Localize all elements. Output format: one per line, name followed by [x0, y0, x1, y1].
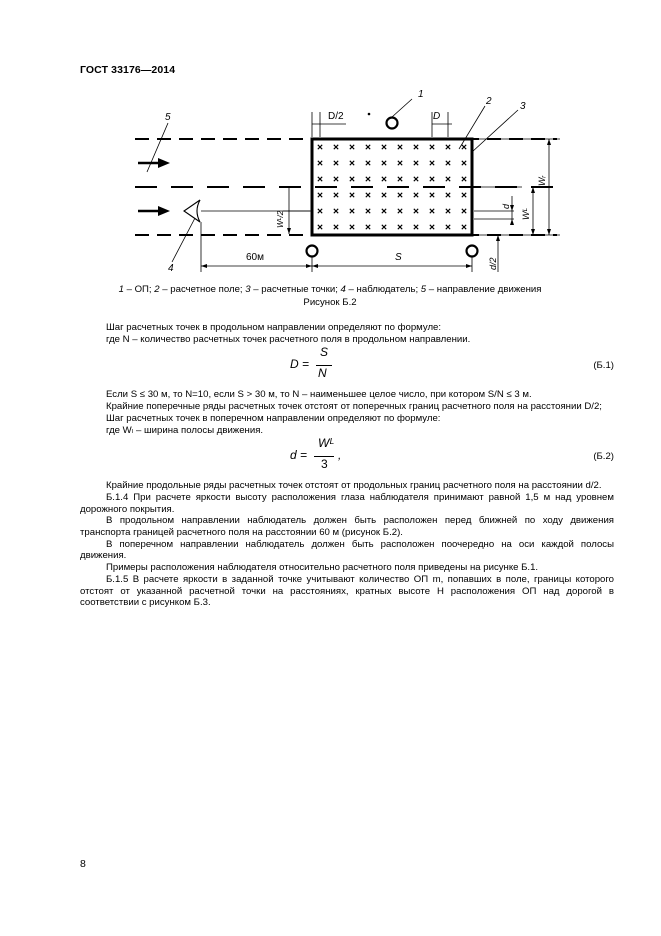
paragraph: В продольном направлении наблюдатель должен быть расположен перед ближней по ходу движения транспорта границей расчетного поля на расстоянии 60 м (рисунок Б.2). — [80, 515, 614, 539]
calculation-point-icon — [462, 209, 466, 213]
calculation-point-icon — [382, 209, 386, 213]
figure-b2-diagram — [0, 0, 661, 300]
figure-legend: 1 – ОП; 2 – расчетное поле; 3 – расчетные точки; 4 – наблюдатель; 5 – направление движения — [118, 284, 542, 295]
arrow-head-icon — [158, 158, 170, 168]
calculation-point-icon — [350, 145, 354, 149]
calculation-point-icon — [446, 161, 450, 165]
calculation-point-icon — [318, 209, 322, 213]
calculation-point-icon — [446, 177, 450, 181]
document-body — [80, 322, 614, 609]
calculation-point-icon — [462, 161, 466, 165]
calculation-point-icon — [350, 209, 354, 213]
calculation-point-icon — [446, 145, 450, 149]
calculation-point-icon — [382, 145, 386, 149]
calculation-point-icon — [318, 177, 322, 181]
calculation-point-icon — [446, 209, 450, 213]
paragraph: Крайние продольные ряды расчетных точек отстоят от продольных границ расчетного поля на расстоянии d/2. — [106, 480, 602, 492]
calculation-point-icon — [350, 225, 354, 229]
calculation-point-icon — [334, 225, 338, 229]
label-s: S — [395, 252, 402, 263]
calculation-point-icon — [398, 161, 402, 165]
calculation-point-icon — [382, 193, 386, 197]
calculation-point-icon — [398, 225, 402, 229]
calculation-point-icon — [382, 161, 386, 165]
label-3: 3 — [520, 101, 526, 112]
formula-b1: D = S N (Б.1) — [290, 345, 614, 381]
calculation-point-icon — [446, 225, 450, 229]
calculation-point-icon — [382, 225, 386, 229]
label-4: 4 — [168, 263, 174, 274]
label-2: 2 — [486, 96, 492, 107]
calculation-point-icon — [318, 161, 322, 165]
dot-marker — [368, 113, 371, 116]
calculation-point-icon — [462, 225, 466, 229]
calculation-point-icon — [398, 177, 402, 181]
paragraph: В поперечном направлении наблюдатель должен быть расположен поочередно на оси каждой полосы движения. — [80, 538, 614, 562]
lamp-post-icon — [307, 246, 318, 257]
paragraph: Примеры расположения наблюдателя относительно расчетного поля приведены на рисунке Б.1. — [106, 562, 539, 574]
label-d-small: d — [501, 203, 511, 209]
label-60m: 60м — [246, 252, 264, 263]
calculation-point-icon — [366, 161, 370, 165]
calculation-point-icon — [414, 225, 418, 229]
calculation-point-icon — [414, 209, 418, 213]
calculation-point-icon — [334, 145, 338, 149]
calculation-point-icon — [430, 193, 434, 197]
paragraph: Если S ≤ 30 м, то N=10, если S > 30 м, то N – наименьшее целое число, при котором S/N ≤ 3 м. — [106, 389, 532, 401]
calculation-point-icon — [318, 145, 322, 149]
calculation-point-icon — [366, 193, 370, 197]
paragraph: где Wₗ – ширина полосы движения. — [106, 424, 264, 436]
label-w-l: Wᴸ — [521, 208, 531, 220]
calculation-point-icon — [430, 161, 434, 165]
calculation-point-icon — [462, 145, 466, 149]
calculation-point-icon — [414, 193, 418, 197]
calculation-point-icon — [366, 177, 370, 181]
calculation-point-icon — [350, 177, 354, 181]
calculation-point-icon — [366, 209, 370, 213]
label-1: 1 — [418, 89, 424, 100]
label-w-half: Wᴸ/2 — [276, 210, 285, 228]
paragraph: Крайние поперечные ряды расчетных точек отстоят от поперечных границ расчетного поля на расстоянии D/2; — [106, 401, 602, 413]
formula-b2: d = Wᴸ 3 , (Б.2) — [290, 436, 614, 472]
calculation-point-icon — [430, 209, 434, 213]
calculation-point-icon — [334, 161, 338, 165]
paragraph: где N – количество расчетных точек расчетного поля в продольном направлении. — [106, 333, 471, 345]
calculation-point-icon — [350, 193, 354, 197]
arrow-head-icon — [158, 206, 170, 216]
calculation-point-icon — [414, 161, 418, 165]
paragraph: Б.1.4 При расчете яркости высоту расположения глаза наблюдателя принимают равной 1,5 м над уровнем дорожного покрытия. — [80, 491, 614, 515]
calculation-point-icon — [462, 177, 466, 181]
calculation-point-icon — [350, 161, 354, 165]
lamp-post-icon — [387, 118, 398, 129]
calculation-point-icon — [446, 193, 450, 197]
calculation-point-icon — [334, 209, 338, 213]
document-header: ГОСТ 33176—2014 — [80, 64, 176, 76]
paragraph: Шаг расчетных точек в поперечном направлении определяют по формуле: — [106, 412, 441, 424]
calculation-point-icon — [414, 145, 418, 149]
calculation-point-icon — [334, 177, 338, 181]
calculation-point-icon — [318, 225, 322, 229]
calculation-point-icon — [414, 177, 418, 181]
calculation-point-icon — [334, 193, 338, 197]
calculation-point-icon — [430, 177, 434, 181]
paragraph: Б.1.5 В расчете яркости в заданной точке учитывают количество ОП m, попавших в поле, границы которого отстоят от указанной расчетной точки на расстояниях, кратных высоте H расположения ОП над дорогой в соответствии с рисунком Б.3. — [80, 573, 614, 609]
calculation-point-icon — [430, 145, 434, 149]
label-d-half-small: d/2 — [488, 257, 498, 270]
calculation-point-icon — [382, 177, 386, 181]
paragraph: Шаг расчетных точек в продольном направлении определяют по формуле: — [106, 322, 442, 333]
calculation-point-icon — [398, 145, 402, 149]
label-d-step: D — [433, 111, 441, 122]
calculation-point-icon — [462, 193, 466, 197]
calculation-point-icon — [430, 225, 434, 229]
calculation-point-icon — [318, 193, 322, 197]
label-5: 5 — [165, 112, 171, 123]
calculation-point-icon — [366, 225, 370, 229]
figure-title: Рисунок Б.2 — [303, 296, 357, 308]
figure-caption — [80, 284, 580, 309]
calculation-point-icon — [398, 193, 402, 197]
label-d-half: D/2 — [328, 111, 344, 122]
calculation-point-icon — [366, 145, 370, 149]
lamp-post-icon — [467, 246, 478, 257]
label-w-r: Wᵣ — [537, 175, 547, 186]
page-number: 8 — [80, 858, 86, 870]
calculation-point-icon — [398, 209, 402, 213]
